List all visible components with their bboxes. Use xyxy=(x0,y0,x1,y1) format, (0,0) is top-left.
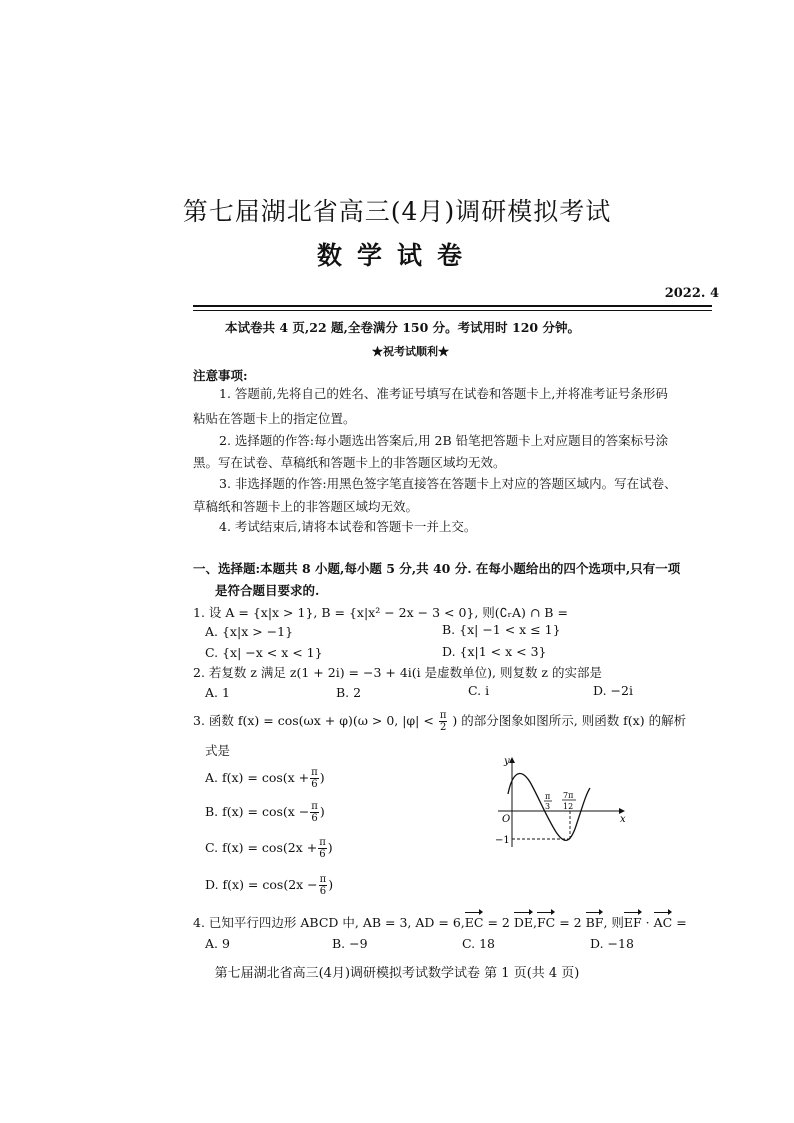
note-1-line-1: 1. 答题前,先将自己的姓名、准考证号填写在试卷和答题卡上,并将准考证号条形码 xyxy=(219,386,668,401)
q2-option-b: B. 2 xyxy=(336,685,362,700)
q3-option-d: D. f(x) = cos(2x − $\frac{\pi}{6}$ ) xyxy=(205,874,334,897)
good-luck-line: ★祝考试顺利★ xyxy=(372,345,449,358)
q2-stem: 2. 若复数 z 满足 z(1 + 2i) = −3 + 4i(i 是虚数单位), 则复数 z 的实部是 xyxy=(193,665,602,680)
note-3-line-2: 草稿纸和答题卡上的非答题区域均无效。 xyxy=(193,499,419,514)
y-axis-label: y xyxy=(504,756,510,767)
q4-stem: 4. 已知平行四边形 ABCD 中, AB = 3, AD = 6,EC = 2 DE,FC = 2 BF, 则EF · AC = xyxy=(193,915,687,930)
vector-de: DE xyxy=(513,915,533,930)
vector-ac: AC xyxy=(653,915,673,930)
pi-over-6-fraction: $\frac{\pi}{6}$ xyxy=(311,801,318,824)
fraction-numerator: π xyxy=(439,710,447,721)
vector-fc: FC xyxy=(536,915,556,930)
origin-label: O xyxy=(502,814,511,825)
fraction-denominator: 2 xyxy=(439,722,447,733)
q4-option-b: B. −9 xyxy=(332,936,368,951)
q1-option-a: A. {x|x > −1} xyxy=(205,624,294,639)
page-footer: 第七届湖北省高三(4月)调研模拟考试数学试卷 第 1 页(共 4 页) xyxy=(214,966,580,981)
tick-7pi-12-numerator: 7π xyxy=(563,791,574,800)
tick-pi-3-denominator: 3 xyxy=(545,802,551,811)
note-1-line-2: 粘贴在答题卡上的指定位置。 xyxy=(193,411,356,426)
q2-option-c: C. i xyxy=(468,683,490,698)
subject-title: 数学试卷 xyxy=(316,241,477,270)
q3-stem xyxy=(193,710,686,733)
notes-heading: 注意事项: xyxy=(193,368,248,383)
q2-option-d: D. −2i xyxy=(593,683,633,698)
q3-option-a: A. f(x) = cos(x + $\frac{\pi}{6}$ ) xyxy=(205,767,325,790)
exam-summary: 本试卷共 4 页,22 题,全卷满分 150 分。考试用时 120 分钟。 xyxy=(225,320,580,335)
q4-option-a: A. 9 xyxy=(205,936,230,951)
header-rule-thin xyxy=(193,310,712,311)
q1-stem: 1. 设 A = {x|x > 1}, B = {x|x² − 2x − 3 < 0}, 则(∁ᵣA) ∩ B = xyxy=(193,605,568,620)
q1-option-d: D. {x|1 < x < 3} xyxy=(442,644,547,659)
section-1-heading-cont: 是符合题目要求的. xyxy=(215,583,320,598)
q4-option-c: C. 18 xyxy=(462,936,495,951)
q3-stem-cont: 式是 xyxy=(205,743,231,758)
note-3-line-1: 3. 非选择题的作答:用黑色签字笔直接答在答题卡上对应的答题区域内。写在试卷、 xyxy=(219,476,677,491)
q1-option-c: C. {x| −x < x < 1} xyxy=(205,645,323,660)
note-4: 4. 考试结束后,请将本试卷和答题卡一并上交。 xyxy=(219,519,477,534)
tick-7pi-12-denominator: 12 xyxy=(563,802,574,811)
vector-ec: EC xyxy=(464,915,484,930)
pi-over-6-fraction: $\frac{\pi}{6}$ xyxy=(311,767,318,790)
header-rule-thick xyxy=(193,305,712,307)
vector-ef: EF xyxy=(623,915,642,930)
q3-option-c: C. f(x) = cos(2x + $\frac{\pi}{6}$ ) xyxy=(205,837,333,860)
pi-over-6-fraction: $\frac{\pi}{6}$ xyxy=(319,837,326,860)
q3-stem-end: ) 的部分图象如图所示, 则函数 f(x) 的解析 xyxy=(452,713,687,728)
exam-title: 第七届湖北省高三(4月)调研模拟考试 xyxy=(182,197,612,226)
q1-option-b: B. {x| −1 < x ≤ 1} xyxy=(442,622,561,637)
tick-pi-3-numerator: π xyxy=(545,792,551,801)
q3-option-b: B. f(x) = cos(x − $\frac{\pi}{6}$ ) xyxy=(205,801,325,824)
pi-over-6-fraction: $\frac{\pi}{6}$ xyxy=(319,874,327,897)
q3-stem-start: 3. 函数 f(x) = cos(ωx + φ)(ω > 0, |φ| < xyxy=(193,713,434,728)
note-2-line-2: 黑。写在试卷、草稿纸和答题卡上的非答题区域均无效。 xyxy=(193,455,506,470)
pi-over-2-fraction xyxy=(439,710,448,733)
q2-option-a: A. 1 xyxy=(205,685,230,700)
exam-date: 2022. 4 xyxy=(664,286,719,301)
cosine-graph-figure xyxy=(490,752,630,852)
minus-one-label: −1 xyxy=(495,835,510,846)
x-axis-label: x xyxy=(620,814,626,825)
note-2-line-1: 2. 选择题的作答:每小题选出答案后,用 2B 铅笔把答题卡上对应题目的答案标号涂 xyxy=(219,433,669,448)
q4-option-d: D. −18 xyxy=(590,936,634,951)
vector-bf: BF xyxy=(585,915,604,930)
section-1-heading: 一、选择题:本题共 8 小题,每小题 5 分,共 40 分. 在每小题给出的四个选项中,只有一项 xyxy=(193,561,681,576)
